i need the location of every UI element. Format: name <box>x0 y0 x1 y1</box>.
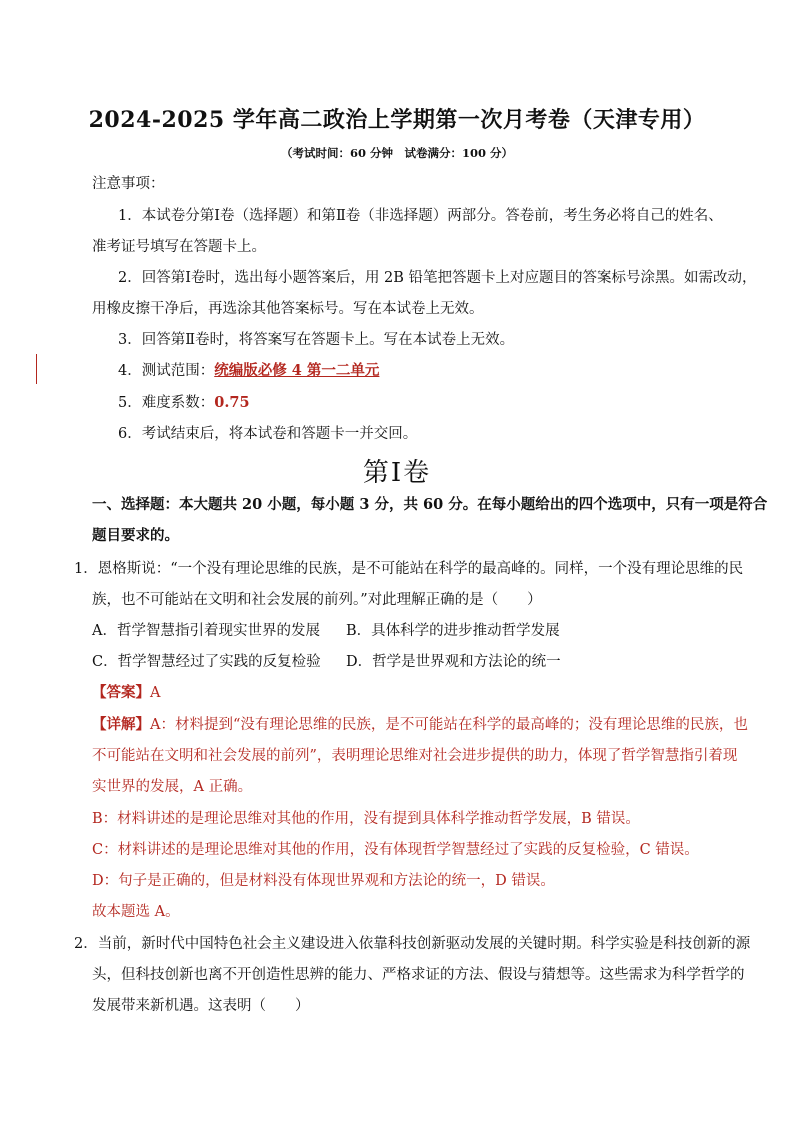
detail-label: 【详解】 <box>92 716 150 733</box>
answer-value: A <box>150 685 161 701</box>
q1-detail-line-1 <box>92 715 748 735</box>
q1-detail-line-4: B：材料讲述的是理论思维对其他的作用，没有提到具体科学推动哲学发展，B 错误。 <box>92 811 640 827</box>
note-5-label: 5．难度系数： <box>118 395 215 411</box>
section-instructions-line-2: 题目要求的。 <box>92 527 179 544</box>
q2-stem-line-3: 发展带来新机遇。这表明（ ） <box>92 998 310 1014</box>
detail-text-1: A：材料提到“没有理论思维的民族，是不可能站在科学的最高峰的；没有理论思维的民族，也 <box>150 717 748 733</box>
q1-detail-line-2: 不可能站在文明和社会发展的前列”，表明理论思维对社会进步提供的助力，体现了哲学智慧指引着现 <box>92 748 738 764</box>
note-1-line-1: 1．本试卷分第Ⅰ卷（选择题）和第Ⅱ卷（非选择题）两部分。答卷前，考生务必将自己的姓名、 <box>118 208 723 224</box>
note-4-label: 4．测试范围： <box>118 363 215 379</box>
note-3: 3．回答第Ⅱ卷时，将答案写在答题卡上。写在本试卷上无效。 <box>118 332 515 348</box>
note-6: 6．考试结束后，将本试卷和答题卡一并交回。 <box>118 426 418 442</box>
q1-answer <box>92 683 160 703</box>
text-cursor-marker <box>36 354 37 384</box>
q1-stem-line-2: 族，也不可能站在文明和社会发展的前列。”对此理解正确的是（ ） <box>92 592 542 608</box>
q1-detail-line-5: C：材料讲述的是理论思维对其他的作用，没有体现哲学智慧经过了实践的反复检验，C 错误。 <box>92 842 699 858</box>
test-scope-value: 统编版必修 4 第一二单元 <box>214 362 380 379</box>
q1-option-a: A．哲学智慧指引着现实世界的发展 <box>92 623 320 639</box>
q1-conclusion: 故本题选 A。 <box>92 904 180 920</box>
note-2-line-1: 2．回答第Ⅰ卷时，选出每小题答案后，用 2B 铅笔把答题卡上对应题目的答案标号涂黑。如需改动， <box>118 270 757 286</box>
exam-title: 2024-2025 学年高二政治上学期第一次月考卷（天津专用） <box>88 107 706 133</box>
q1-stem-line-1: 1．恩格斯说：“一个没有理论思维的民族，是不可能站在科学的最高峰的。同样，一个没有理论思维的民 <box>74 561 744 577</box>
q1-detail-line-3: 实世界的发展，A 正确。 <box>92 779 253 795</box>
q1-detail-line-6: D：句子是正确的，但是材料没有体现世界观和方法论的统一，D 错误。 <box>92 873 555 889</box>
difficulty-value: 0.75 <box>214 394 250 411</box>
q1-option-b: B．具体科学的进步推动哲学发展 <box>346 623 560 639</box>
q2-stem-line-2: 头，但科技创新也离不开创造性思辨的能力、严格求证的方法、假设与猜想等。这些需求为科学哲学的 <box>92 967 745 983</box>
section-instructions-line-1: 一、选择题：本大题共 20 小题，每小题 3 分，共 60 分。在每小题给出的四个选项中，只有一项是符合 <box>92 496 768 513</box>
exam-subtitle: （考试时间：60 分钟 试卷满分：100 分） <box>280 146 513 160</box>
answer-label: 【答案】 <box>92 684 150 701</box>
note-1-line-2: 准考证号填写在答题卡上。 <box>92 239 266 255</box>
note-4 <box>118 361 379 381</box>
q2-stem-line-1: 2．当前，新时代中国特色社会主义建设进入依靠科技创新驱动发展的关键时期。科学实验是科技创新的源 <box>74 936 751 952</box>
note-5 <box>118 393 250 413</box>
notes-heading: 注意事项： <box>92 176 165 192</box>
q1-option-d: D．哲学是世界观和方法论的统一 <box>346 654 561 670</box>
section-title: 第Ⅰ卷 <box>362 458 432 488</box>
note-2-line-2: 用橡皮擦干净后，再选涂其他答案标号。写在本试卷上无效。 <box>92 301 484 317</box>
q1-option-c: C．哲学智慧经过了实践的反复检验 <box>92 654 321 670</box>
